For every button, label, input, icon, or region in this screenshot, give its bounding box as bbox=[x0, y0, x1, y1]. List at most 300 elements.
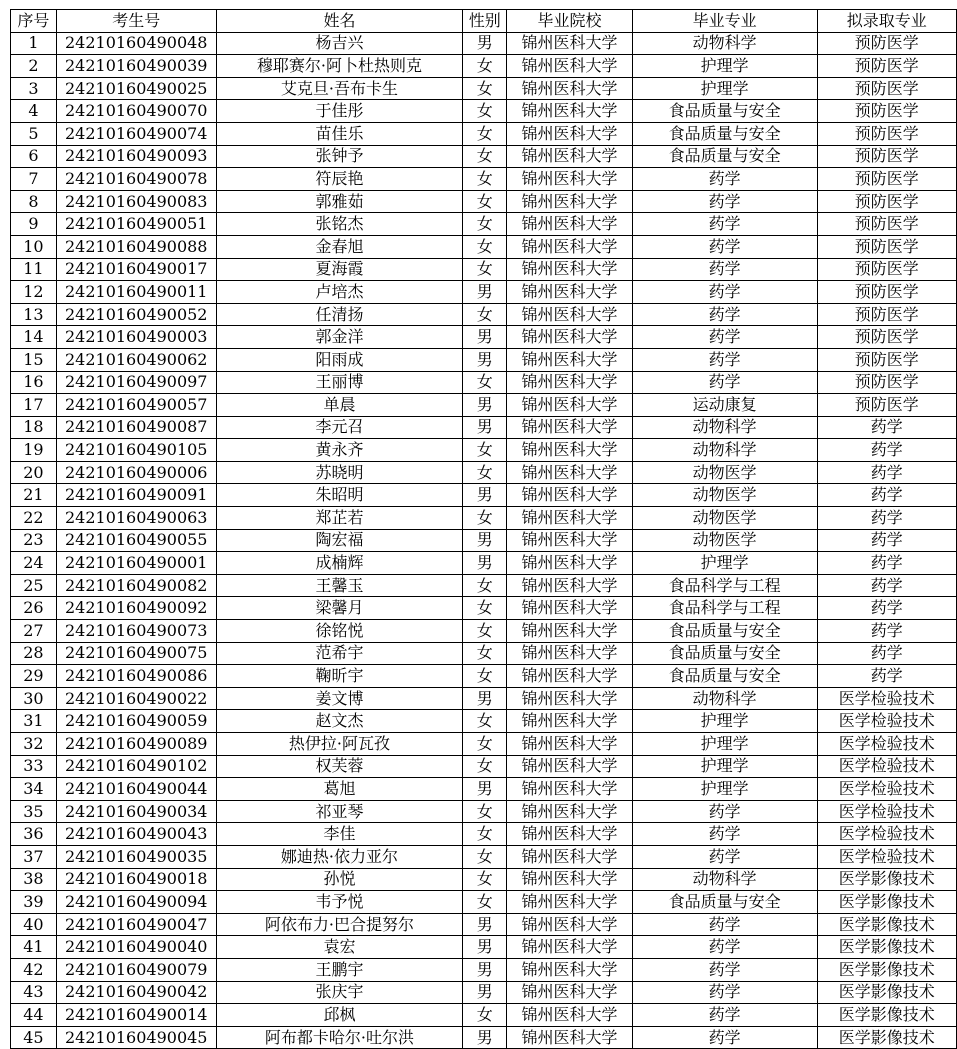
cell-name: 张庆宇 bbox=[216, 981, 463, 1004]
cell-graduate-major: 药学 bbox=[632, 981, 817, 1004]
cell-exam-number: 24210160490001 bbox=[56, 552, 216, 575]
cell-admitted-major: 预防医学 bbox=[817, 348, 956, 371]
cell-admitted-major: 预防医学 bbox=[817, 100, 956, 123]
cell-admitted-major: 医学检验技术 bbox=[817, 845, 956, 868]
cell-gender: 男 bbox=[463, 326, 507, 349]
cell-gender: 男 bbox=[463, 778, 507, 801]
cell-admitted-major: 预防医学 bbox=[817, 145, 956, 168]
cell-school: 锦州医科大学 bbox=[507, 800, 633, 823]
cell-gender: 女 bbox=[463, 77, 507, 100]
cell-name: 阳雨成 bbox=[216, 348, 463, 371]
cell-gender: 男 bbox=[463, 552, 507, 575]
cell-name: 杨吉兴 bbox=[216, 32, 463, 55]
table-row bbox=[11, 981, 957, 1004]
cell-graduate-major: 护理学 bbox=[632, 77, 817, 100]
header-graduate-major: 毕业专业 bbox=[632, 10, 817, 33]
cell-admitted-major: 药学 bbox=[817, 620, 956, 643]
cell-exam-number: 24210160490086 bbox=[56, 665, 216, 688]
cell-graduate-major: 食品质量与安全 bbox=[632, 122, 817, 145]
cell-index: 27 bbox=[11, 620, 57, 643]
cell-exam-number: 24210160490025 bbox=[56, 77, 216, 100]
cell-index: 31 bbox=[11, 710, 57, 733]
cell-index: 2 bbox=[11, 55, 57, 78]
cell-admitted-major: 医学影像技术 bbox=[817, 913, 956, 936]
cell-graduate-major: 动物科学 bbox=[632, 416, 817, 439]
cell-gender: 女 bbox=[463, 235, 507, 258]
cell-graduate-major: 护理学 bbox=[632, 710, 817, 733]
cell-graduate-major: 药学 bbox=[632, 303, 817, 326]
cell-school: 锦州医科大学 bbox=[507, 891, 633, 914]
cell-name: 阿布都卡哈尔·吐尔洪 bbox=[216, 1026, 463, 1049]
cell-name: 孙悦 bbox=[216, 868, 463, 891]
cell-graduate-major: 护理学 bbox=[632, 55, 817, 78]
cell-gender: 女 bbox=[463, 439, 507, 462]
cell-graduate-major: 药学 bbox=[632, 371, 817, 394]
cell-name: 祁亚琴 bbox=[216, 800, 463, 823]
cell-name: 姜文博 bbox=[216, 687, 463, 710]
cell-admitted-major: 预防医学 bbox=[817, 281, 956, 304]
cell-school: 锦州医科大学 bbox=[507, 913, 633, 936]
table-row bbox=[11, 823, 957, 846]
cell-school: 锦州医科大学 bbox=[507, 507, 633, 530]
cell-admitted-major: 医学影像技术 bbox=[817, 868, 956, 891]
table-row bbox=[11, 122, 957, 145]
cell-index: 37 bbox=[11, 845, 57, 868]
cell-index: 34 bbox=[11, 778, 57, 801]
cell-gender: 女 bbox=[463, 665, 507, 688]
cell-exam-number: 24210160490040 bbox=[56, 936, 216, 959]
cell-gender: 女 bbox=[463, 868, 507, 891]
cell-school: 锦州医科大学 bbox=[507, 122, 633, 145]
cell-graduate-major: 食品质量与安全 bbox=[632, 620, 817, 643]
cell-graduate-major: 动物科学 bbox=[632, 439, 817, 462]
cell-index: 5 bbox=[11, 122, 57, 145]
cell-exam-number: 24210160490062 bbox=[56, 348, 216, 371]
table-row bbox=[11, 371, 957, 394]
cell-admitted-major: 预防医学 bbox=[817, 55, 956, 78]
cell-school: 锦州医科大学 bbox=[507, 620, 633, 643]
cell-index: 33 bbox=[11, 755, 57, 778]
cell-graduate-major: 药学 bbox=[632, 1026, 817, 1049]
cell-admitted-major: 医学影像技术 bbox=[817, 981, 956, 1004]
cell-gender: 女 bbox=[463, 733, 507, 756]
cell-graduate-major: 药学 bbox=[632, 190, 817, 213]
cell-index: 14 bbox=[11, 326, 57, 349]
cell-index: 42 bbox=[11, 958, 57, 981]
cell-graduate-major: 动物科学 bbox=[632, 32, 817, 55]
table-row bbox=[11, 687, 957, 710]
table-row bbox=[11, 1026, 957, 1049]
cell-admitted-major: 医学检验技术 bbox=[817, 800, 956, 823]
cell-admitted-major: 预防医学 bbox=[817, 235, 956, 258]
cell-name: 卢培杰 bbox=[216, 281, 463, 304]
table-row bbox=[11, 733, 957, 756]
table-row bbox=[11, 529, 957, 552]
cell-school: 锦州医科大学 bbox=[507, 439, 633, 462]
cell-gender: 女 bbox=[463, 755, 507, 778]
cell-admitted-major: 药学 bbox=[817, 574, 956, 597]
cell-exam-number: 24210160490091 bbox=[56, 484, 216, 507]
cell-gender: 女 bbox=[463, 1004, 507, 1027]
cell-graduate-major: 药学 bbox=[632, 800, 817, 823]
table-row bbox=[11, 552, 957, 575]
cell-admitted-major: 预防医学 bbox=[817, 371, 956, 394]
cell-admitted-major: 预防医学 bbox=[817, 213, 956, 236]
cell-admitted-major: 医学检验技术 bbox=[817, 823, 956, 846]
table-row bbox=[11, 958, 957, 981]
cell-exam-number: 24210160490048 bbox=[56, 32, 216, 55]
cell-admitted-major: 预防医学 bbox=[817, 77, 956, 100]
cell-graduate-major: 药学 bbox=[632, 168, 817, 191]
cell-school: 锦州医科大学 bbox=[507, 1004, 633, 1027]
cell-index: 1 bbox=[11, 32, 57, 55]
cell-name: 郑芷若 bbox=[216, 507, 463, 530]
cell-index: 8 bbox=[11, 190, 57, 213]
cell-school: 锦州医科大学 bbox=[507, 687, 633, 710]
cell-admitted-major: 医学影像技术 bbox=[817, 1026, 956, 1049]
cell-exam-number: 24210160490042 bbox=[56, 981, 216, 1004]
cell-admitted-major: 药学 bbox=[817, 507, 956, 530]
cell-admitted-major: 药学 bbox=[817, 461, 956, 484]
cell-graduate-major: 药学 bbox=[632, 936, 817, 959]
cell-school: 锦州医科大学 bbox=[507, 213, 633, 236]
cell-school: 锦州医科大学 bbox=[507, 100, 633, 123]
cell-name: 热伊拉·阿瓦孜 bbox=[216, 733, 463, 756]
cell-name: 李元召 bbox=[216, 416, 463, 439]
cell-school: 锦州医科大学 bbox=[507, 190, 633, 213]
cell-admitted-major: 药学 bbox=[817, 529, 956, 552]
cell-exam-number: 24210160490006 bbox=[56, 461, 216, 484]
cell-admitted-major: 医学检验技术 bbox=[817, 778, 956, 801]
cell-graduate-major: 护理学 bbox=[632, 778, 817, 801]
cell-admitted-major: 预防医学 bbox=[817, 32, 956, 55]
cell-name: 王馨玉 bbox=[216, 574, 463, 597]
cell-gender: 女 bbox=[463, 507, 507, 530]
cell-school: 锦州医科大学 bbox=[507, 574, 633, 597]
cell-school: 锦州医科大学 bbox=[507, 868, 633, 891]
cell-index: 10 bbox=[11, 235, 57, 258]
cell-name: 娜迪热·依力亚尔 bbox=[216, 845, 463, 868]
header-school: 毕业院校 bbox=[507, 10, 633, 33]
table-row bbox=[11, 507, 957, 530]
cell-graduate-major: 动物科学 bbox=[632, 687, 817, 710]
cell-admitted-major: 药学 bbox=[817, 642, 956, 665]
cell-gender: 女 bbox=[463, 800, 507, 823]
cell-admitted-major: 医学检验技术 bbox=[817, 733, 956, 756]
cell-name: 鞠昕宇 bbox=[216, 665, 463, 688]
cell-index: 38 bbox=[11, 868, 57, 891]
cell-gender: 女 bbox=[463, 168, 507, 191]
cell-gender: 男 bbox=[463, 958, 507, 981]
cell-school: 锦州医科大学 bbox=[507, 755, 633, 778]
header-gender: 性别 bbox=[463, 10, 507, 33]
cell-exam-number: 24210160490014 bbox=[56, 1004, 216, 1027]
table-row bbox=[11, 77, 957, 100]
cell-school: 锦州医科大学 bbox=[507, 597, 633, 620]
cell-gender: 男 bbox=[463, 936, 507, 959]
header-name: 姓名 bbox=[216, 10, 463, 33]
cell-exam-number: 24210160490094 bbox=[56, 891, 216, 914]
cell-school: 锦州医科大学 bbox=[507, 145, 633, 168]
cell-index: 29 bbox=[11, 665, 57, 688]
cell-gender: 女 bbox=[463, 371, 507, 394]
cell-gender: 男 bbox=[463, 348, 507, 371]
cell-index: 15 bbox=[11, 348, 57, 371]
cell-school: 锦州医科大学 bbox=[507, 168, 633, 191]
cell-gender: 女 bbox=[463, 258, 507, 281]
cell-admitted-major: 预防医学 bbox=[817, 258, 956, 281]
cell-graduate-major: 动物医学 bbox=[632, 507, 817, 530]
cell-index: 18 bbox=[11, 416, 57, 439]
cell-school: 锦州医科大学 bbox=[507, 936, 633, 959]
header-row bbox=[11, 10, 957, 33]
cell-name: 权芙蓉 bbox=[216, 755, 463, 778]
cell-name: 于佳彤 bbox=[216, 100, 463, 123]
cell-name: 邱枫 bbox=[216, 1004, 463, 1027]
cell-school: 锦州医科大学 bbox=[507, 371, 633, 394]
cell-index: 40 bbox=[11, 913, 57, 936]
cell-graduate-major: 药学 bbox=[632, 1004, 817, 1027]
cell-school: 锦州医科大学 bbox=[507, 32, 633, 55]
cell-exam-number: 24210160490011 bbox=[56, 281, 216, 304]
cell-school: 锦州医科大学 bbox=[507, 303, 633, 326]
cell-school: 锦州医科大学 bbox=[507, 1026, 633, 1049]
cell-admitted-major: 药学 bbox=[817, 597, 956, 620]
cell-gender: 男 bbox=[463, 394, 507, 417]
cell-gender: 女 bbox=[463, 145, 507, 168]
header-admitted-major: 拟录取专业 bbox=[817, 10, 956, 33]
table-body bbox=[11, 32, 957, 1049]
cell-index: 44 bbox=[11, 1004, 57, 1027]
cell-index: 24 bbox=[11, 552, 57, 575]
cell-index: 12 bbox=[11, 281, 57, 304]
cell-name: 郭金洋 bbox=[216, 326, 463, 349]
table-row bbox=[11, 891, 957, 914]
cell-gender: 女 bbox=[463, 100, 507, 123]
cell-index: 13 bbox=[11, 303, 57, 326]
cell-gender: 男 bbox=[463, 913, 507, 936]
cell-school: 锦州医科大学 bbox=[507, 77, 633, 100]
cell-gender: 女 bbox=[463, 891, 507, 914]
cell-admitted-major: 药学 bbox=[817, 484, 956, 507]
cell-school: 锦州医科大学 bbox=[507, 733, 633, 756]
cell-school: 锦州医科大学 bbox=[507, 981, 633, 1004]
cell-index: 9 bbox=[11, 213, 57, 236]
table-row bbox=[11, 235, 957, 258]
cell-name: 葛旭 bbox=[216, 778, 463, 801]
table-row bbox=[11, 755, 957, 778]
cell-school: 锦州医科大学 bbox=[507, 348, 633, 371]
cell-exam-number: 24210160490082 bbox=[56, 574, 216, 597]
cell-name: 朱昭明 bbox=[216, 484, 463, 507]
cell-school: 锦州医科大学 bbox=[507, 552, 633, 575]
cell-exam-number: 24210160490017 bbox=[56, 258, 216, 281]
cell-exam-number: 24210160490034 bbox=[56, 800, 216, 823]
cell-school: 锦州医科大学 bbox=[507, 55, 633, 78]
cell-admitted-major: 预防医学 bbox=[817, 303, 956, 326]
cell-gender: 男 bbox=[463, 416, 507, 439]
cell-name: 阿依布力·巴合提努尔 bbox=[216, 913, 463, 936]
cell-exam-number: 24210160490089 bbox=[56, 733, 216, 756]
cell-index: 4 bbox=[11, 100, 57, 123]
cell-exam-number: 24210160490018 bbox=[56, 868, 216, 891]
cell-school: 锦州医科大学 bbox=[507, 665, 633, 688]
cell-graduate-major: 药学 bbox=[632, 258, 817, 281]
cell-graduate-major: 护理学 bbox=[632, 755, 817, 778]
cell-admitted-major: 医学影像技术 bbox=[817, 958, 956, 981]
table-row bbox=[11, 100, 957, 123]
cell-exam-number: 24210160490088 bbox=[56, 235, 216, 258]
table-row bbox=[11, 326, 957, 349]
cell-exam-number: 24210160490044 bbox=[56, 778, 216, 801]
cell-exam-number: 24210160490087 bbox=[56, 416, 216, 439]
cell-exam-number: 24210160490105 bbox=[56, 439, 216, 462]
cell-graduate-major: 药学 bbox=[632, 281, 817, 304]
cell-exam-number: 24210160490043 bbox=[56, 823, 216, 846]
cell-name: 金春旭 bbox=[216, 235, 463, 258]
cell-index: 22 bbox=[11, 507, 57, 530]
cell-index: 43 bbox=[11, 981, 57, 1004]
table-row bbox=[11, 394, 957, 417]
cell-school: 锦州医科大学 bbox=[507, 642, 633, 665]
cell-exam-number: 24210160490070 bbox=[56, 100, 216, 123]
cell-name: 成楠辉 bbox=[216, 552, 463, 575]
table-row bbox=[11, 800, 957, 823]
cell-name: 单晨 bbox=[216, 394, 463, 417]
cell-school: 锦州医科大学 bbox=[507, 958, 633, 981]
cell-name: 苗佳乐 bbox=[216, 122, 463, 145]
cell-index: 35 bbox=[11, 800, 57, 823]
table-row bbox=[11, 348, 957, 371]
cell-exam-number: 24210160490047 bbox=[56, 913, 216, 936]
cell-school: 锦州医科大学 bbox=[507, 235, 633, 258]
cell-exam-number: 24210160490059 bbox=[56, 710, 216, 733]
cell-gender: 女 bbox=[463, 710, 507, 733]
cell-graduate-major: 食品质量与安全 bbox=[632, 145, 817, 168]
cell-school: 锦州医科大学 bbox=[507, 710, 633, 733]
cell-name: 袁宏 bbox=[216, 936, 463, 959]
table-row bbox=[11, 665, 957, 688]
cell-school: 锦州医科大学 bbox=[507, 461, 633, 484]
table-row bbox=[11, 574, 957, 597]
cell-index: 17 bbox=[11, 394, 57, 417]
table-row bbox=[11, 778, 957, 801]
cell-gender: 男 bbox=[463, 1026, 507, 1049]
cell-graduate-major: 药学 bbox=[632, 913, 817, 936]
cell-school: 锦州医科大学 bbox=[507, 416, 633, 439]
cell-exam-number: 24210160490052 bbox=[56, 303, 216, 326]
cell-admitted-major: 医学影像技术 bbox=[817, 891, 956, 914]
cell-exam-number: 24210160490102 bbox=[56, 755, 216, 778]
cell-exam-number: 24210160490078 bbox=[56, 168, 216, 191]
table-row bbox=[11, 281, 957, 304]
header-index: 序号 bbox=[11, 10, 57, 33]
cell-index: 32 bbox=[11, 733, 57, 756]
cell-graduate-major: 食品质量与安全 bbox=[632, 665, 817, 688]
cell-gender: 女 bbox=[463, 461, 507, 484]
cell-graduate-major: 运动康复 bbox=[632, 394, 817, 417]
table-row bbox=[11, 190, 957, 213]
cell-admitted-major: 预防医学 bbox=[817, 122, 956, 145]
cell-gender: 女 bbox=[463, 213, 507, 236]
cell-gender: 男 bbox=[463, 281, 507, 304]
cell-name: 张铭杰 bbox=[216, 213, 463, 236]
cell-name: 王鹏宇 bbox=[216, 958, 463, 981]
cell-gender: 男 bbox=[463, 687, 507, 710]
cell-gender: 女 bbox=[463, 55, 507, 78]
cell-index: 21 bbox=[11, 484, 57, 507]
cell-index: 23 bbox=[11, 529, 57, 552]
cell-gender: 女 bbox=[463, 597, 507, 620]
cell-name: 夏海霞 bbox=[216, 258, 463, 281]
cell-gender: 女 bbox=[463, 642, 507, 665]
cell-name: 张钟予 bbox=[216, 145, 463, 168]
cell-index: 39 bbox=[11, 891, 57, 914]
table-row bbox=[11, 845, 957, 868]
cell-name: 苏晓明 bbox=[216, 461, 463, 484]
cell-graduate-major: 动物医学 bbox=[632, 484, 817, 507]
cell-exam-number: 24210160490097 bbox=[56, 371, 216, 394]
cell-gender: 女 bbox=[463, 823, 507, 846]
cell-name: 李佳 bbox=[216, 823, 463, 846]
cell-exam-number: 24210160490074 bbox=[56, 122, 216, 145]
cell-graduate-major: 动物科学 bbox=[632, 868, 817, 891]
cell-name: 艾克旦·吾布卡生 bbox=[216, 77, 463, 100]
cell-school: 锦州医科大学 bbox=[507, 394, 633, 417]
cell-graduate-major: 药学 bbox=[632, 213, 817, 236]
table-row bbox=[11, 303, 957, 326]
cell-name: 赵文杰 bbox=[216, 710, 463, 733]
cell-graduate-major: 护理学 bbox=[632, 552, 817, 575]
table-row bbox=[11, 642, 957, 665]
cell-exam-number: 24210160490051 bbox=[56, 213, 216, 236]
cell-school: 锦州医科大学 bbox=[507, 258, 633, 281]
cell-graduate-major: 药学 bbox=[632, 845, 817, 868]
cell-graduate-major: 食品科学与工程 bbox=[632, 574, 817, 597]
cell-admitted-major: 医学影像技术 bbox=[817, 936, 956, 959]
cell-gender: 女 bbox=[463, 620, 507, 643]
cell-graduate-major: 食品质量与安全 bbox=[632, 642, 817, 665]
cell-admitted-major: 医学检验技术 bbox=[817, 755, 956, 778]
cell-name: 穆耶赛尔·阿卜杜热则克 bbox=[216, 55, 463, 78]
cell-name: 范希宇 bbox=[216, 642, 463, 665]
table-row bbox=[11, 868, 957, 891]
cell-gender: 男 bbox=[463, 32, 507, 55]
table-row bbox=[11, 1004, 957, 1027]
table-row bbox=[11, 416, 957, 439]
cell-exam-number: 24210160490057 bbox=[56, 394, 216, 417]
cell-index: 3 bbox=[11, 77, 57, 100]
cell-index: 30 bbox=[11, 687, 57, 710]
table-row bbox=[11, 145, 957, 168]
cell-exam-number: 24210160490035 bbox=[56, 845, 216, 868]
cell-name: 郭雅茹 bbox=[216, 190, 463, 213]
cell-graduate-major: 食品科学与工程 bbox=[632, 597, 817, 620]
cell-gender: 男 bbox=[463, 484, 507, 507]
cell-graduate-major: 动物医学 bbox=[632, 529, 817, 552]
cell-school: 锦州医科大学 bbox=[507, 529, 633, 552]
cell-name: 黄永齐 bbox=[216, 439, 463, 462]
table-row bbox=[11, 461, 957, 484]
cell-index: 6 bbox=[11, 145, 57, 168]
cell-graduate-major: 药学 bbox=[632, 326, 817, 349]
cell-name: 符辰艳 bbox=[216, 168, 463, 191]
cell-exam-number: 24210160490003 bbox=[56, 326, 216, 349]
cell-gender: 男 bbox=[463, 981, 507, 1004]
table-row bbox=[11, 213, 957, 236]
table-row bbox=[11, 484, 957, 507]
header-exam-number: 考生号 bbox=[56, 10, 216, 33]
